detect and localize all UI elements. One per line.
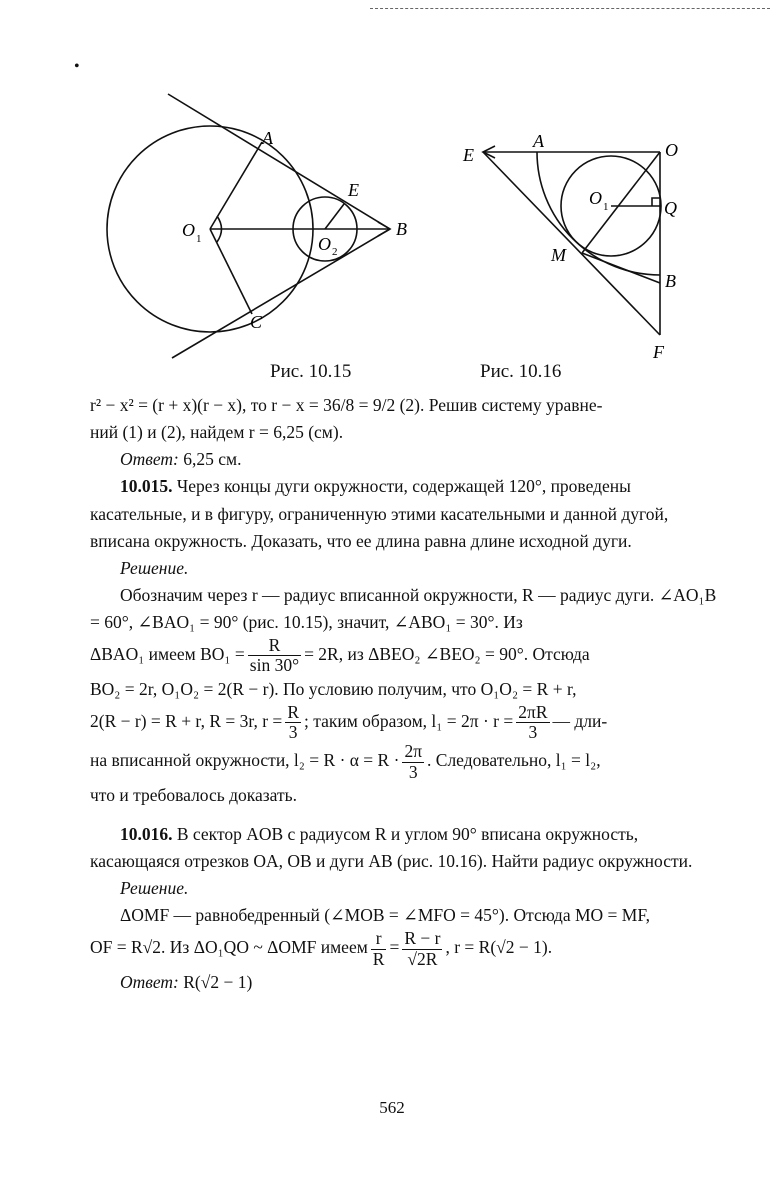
label-o1-sub: 1 [196,233,202,245]
fraction-2pir-3 [516,703,549,743]
segment-e-f [483,152,660,335]
label-o1-16-sub: 1 [603,201,609,213]
tangent-lower [172,229,390,358]
solution-1-heading: Решение. [120,557,189,578]
problem-10-016-text: В сектор AOB с радиусом R и углом 90° вписана окружность, касающаяся отрезков OA, OB и дуги AB (рис. 10.16). Найти радиус окружности. [90,823,693,871]
frac-num: 2π [404,741,423,762]
frac-den: 3 [288,722,298,742]
solution-1-line-6: что и требовалось доказать. [90,784,298,805]
answer-1 [90,446,720,473]
fraction-r-R [371,929,387,969]
text-line-1: r² − x² = (r + x)(r − x), то r − x = 36/8 = 9/2 (2). Решив систему уравне- [90,395,603,415]
solution-2-heading: Решение. [120,878,189,899]
fraction-2pi-3 [402,742,424,782]
label-e-16: E [463,145,474,165]
body-text [90,392,720,996]
label-q-16: Q [664,198,677,218]
answer-2-label: Ответ: [120,971,179,992]
figure-10-16 [455,130,715,360]
tangent-upper [168,94,390,229]
label-o1-16: O [589,188,602,208]
problem-10-015-number: 10.015. [120,476,173,497]
solution-1-line-2 [90,636,720,676]
caption-10-15: Рис. 10.15 [270,361,352,382]
label-b: B [396,219,407,239]
s2-left: ΔBAO₁ имеем BO₁ = [90,643,245,664]
frac-den: 3 [528,722,538,742]
fraction-r-3 [285,703,301,743]
problem-10-015-text: Через концы дуги окружности, содержащей 120°, проведены касательные, и в фигуру, ограниченную этими касательными и данной дугой, вписана окружность. Доказать, что ее длина равна длине исходной дуги. [90,476,669,551]
frac-num: R [248,636,301,656]
problem-10-015 [90,473,720,554]
fraction-r-sin30 [248,636,301,676]
frac-den: √2R [407,948,438,969]
page-number: 562 [379,1098,405,1117]
frac-den: R [372,948,385,969]
margin-dot: • [74,58,80,75]
solution-2-line-2 [90,929,720,969]
s2-right: = 2R, из ΔBEO₂ ∠BEO₂ = 90°. Отсюда [304,643,590,664]
label-f-16: F [653,342,664,360]
answer-2-value: R(√2 − 1) [183,971,253,992]
solution-1-line-1: Обозначим через r — радиус вписанной окружности, R — радиус дуги. ∠AO₁B = 60°, ∠BAO₁ = 90° (рис. 10.15), значит, ∠ABO₁ = 30°. Из [90,584,717,632]
label-o1: O [182,220,195,240]
label-o-16: O [665,140,678,160]
text-line-2: ний (1) и (2), найдем r = 6,25 (см). [90,422,344,443]
s4-left: 2(R − r) = R + r, R = 3r, r = [90,710,283,731]
solution-1-line-5 [90,742,720,782]
frac-num: r [371,929,387,949]
frac-num: R − r [404,928,441,949]
answer-2 [90,969,720,996]
answer-1-value: 6,25 см. [183,449,242,470]
frac-den: 3 [408,761,418,782]
label-m-16: M [551,245,566,265]
t2-eq: = [389,937,400,958]
t2-left: OF = R√2. Из ΔO₁QO ~ ΔOMF имеем [90,937,368,958]
problem-10-016 [90,821,720,875]
solution-1-line-4 [90,703,720,743]
label-a: A [262,128,273,148]
frac-num: 2πR [518,701,548,722]
problem-10-016-number: 10.016. [120,823,173,844]
s4-right: — дли- [552,710,608,731]
answer-1-label: Ответ: [120,449,179,470]
t2-right: , r = R(√2 − 1). [445,937,553,958]
caption-10-16: Рис. 10.16 [480,361,562,382]
label-o2-sub: 2 [332,246,338,258]
fraction-Rr-sqrt2R [402,929,442,969]
label-c: C [250,312,263,332]
s5-right: . Следовательно, l₁ = l₂, [427,750,601,771]
s5-left: на вписанной окружности, l₂ = R · α = R · [90,750,400,771]
label-a-16: A [533,131,544,151]
label-e: E [348,180,359,200]
solution-1-line-3: BO₂ = 2r, O₁O₂ = 2(R − r). По условию получим, что O₁O₂ = R + r, [90,678,577,699]
s4-mid: ; таким образом, l₁ = 2π · r = [304,710,514,731]
frac-num: R [287,701,299,722]
label-o2: O [318,234,331,254]
label-b-16: B [665,271,676,291]
solution-2-line-1: ΔOMF — равнобедренный (∠MOB = ∠MFO = 45°). Отсюда MO = MF, [120,905,651,926]
frac-den: sin 30° [249,655,300,676]
segment-o2-e [325,204,344,229]
figure-10-15 [100,92,430,362]
right-angle-mark [652,198,660,206]
segment-o1-c [210,229,252,314]
top-rule [370,8,770,9]
